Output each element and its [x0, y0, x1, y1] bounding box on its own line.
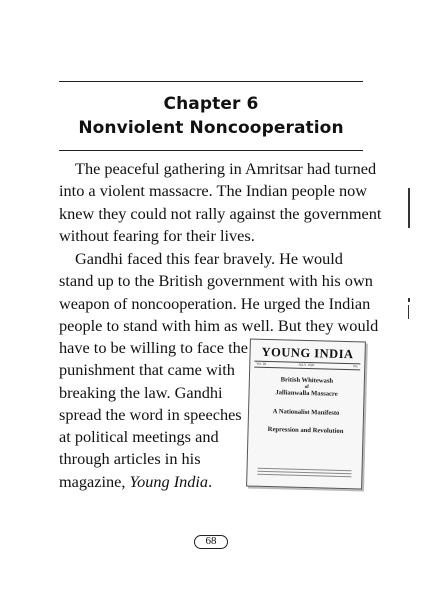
headline: A Nationalist Manifesto	[272, 408, 340, 417]
paragraph-2-continued	[59, 337, 248, 493]
page-number	[194, 535, 228, 549]
edge-mark	[408, 305, 409, 319]
issue-info-bar	[254, 361, 360, 371]
text-line: through articles in his	[59, 449, 201, 469]
text-line: breaking the law. Gandhi	[59, 382, 223, 402]
chapter-title: Nonviolent Noncooperation	[78, 118, 344, 138]
top-rule	[59, 81, 363, 82]
edge-mark	[408, 298, 410, 302]
text-line: without fearing for their lives.	[59, 225, 255, 245]
issue-date: JULY 1920	[298, 362, 315, 367]
end-punctuation: .	[208, 471, 213, 491]
text-line: spread the word in speeches	[59, 404, 242, 424]
chapter-heading	[59, 92, 363, 140]
text-line: people to stand with him as well. But they would	[59, 315, 379, 335]
text-line: weapon of noncooperation. He urged the Indian	[59, 293, 371, 313]
text-line: knew they could not rally against the government	[59, 203, 382, 223]
fine-print	[257, 466, 351, 479]
headline: Jallianwalla Massacre	[275, 389, 338, 398]
headline: of	[304, 384, 309, 391]
text-line-last	[59, 471, 244, 493]
paragraph-1	[59, 158, 382, 247]
magazine-masthead: YOUNG INDIA	[261, 344, 354, 362]
magazine-name-italic: Young India	[129, 471, 209, 491]
text-line: at political meetings and	[59, 427, 219, 447]
page-number-text: 68	[205, 535, 217, 547]
text-line: stand up to the British government with his own	[59, 271, 373, 291]
bottom-rule	[59, 150, 363, 151]
headline: British Whitewash	[280, 376, 334, 385]
headline: Repression and Revolution	[267, 426, 344, 435]
text-line: punishment that came with	[59, 360, 235, 380]
edge-mark	[408, 188, 410, 228]
text-fragment: magazine,	[59, 471, 130, 491]
young-india-magazine-image	[246, 339, 366, 490]
text-line: Gandhi faced this fear bravely. He would	[75, 249, 343, 268]
text-line: The peaceful gathering in Amritsar had turned	[75, 159, 377, 178]
issue-number: No.	[353, 363, 359, 368]
paragraph-2	[59, 248, 379, 337]
text-line: have to be willing to face the	[59, 338, 248, 357]
issue-volume: Vol. III	[256, 361, 267, 366]
text-line: into a violent massacre. The Indian people now	[59, 181, 368, 201]
chapter-number: Chapter 6	[163, 94, 259, 114]
